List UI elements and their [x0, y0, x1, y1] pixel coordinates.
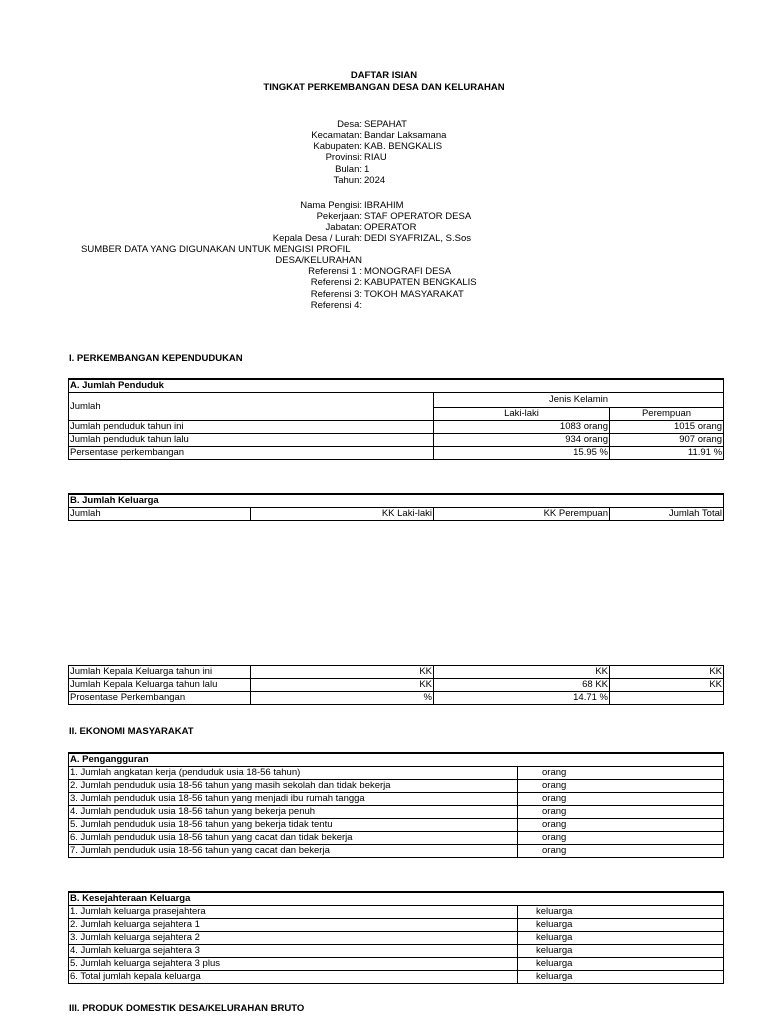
table-row	[69, 447, 724, 460]
table-row	[69, 692, 724, 705]
column-header-jumlah: Jumlah	[69, 508, 251, 521]
meta-row-nama-pengisi: Nama Pengisi: IBRAHIM	[300, 200, 404, 211]
table-title-row	[69, 494, 724, 508]
table-jumlah-keluarga-body	[68, 665, 724, 705]
cell-kk-laki-laki: %	[251, 692, 434, 705]
row-label: Jumlah Kepala Keluarga tahun lalu	[69, 679, 251, 692]
table-row	[69, 945, 724, 958]
meta-row-referensi-3: Referensi 3: TOKOH MASYARAKAT	[310, 289, 464, 300]
table-row	[69, 806, 724, 819]
table-row	[69, 932, 724, 945]
row-label: 5. Jumlah penduduk usia 18-56 tahun yang bekerja tidak tentu	[69, 819, 518, 832]
row-label: Jumlah penduduk tahun ini	[69, 421, 434, 434]
row-label: 6. Total jumlah kepala keluarga	[69, 971, 518, 984]
meta-row-tahun: Tahun: 2024	[333, 175, 386, 186]
meta-row-referensi-4: Referensi 4:	[310, 300, 362, 311]
cell-kk-perempuan: 68 KK	[434, 679, 610, 692]
cell-perempuan: 11.91 %	[610, 447, 724, 460]
cell-jumlah-total: KK	[610, 666, 724, 679]
column-header-jumlah-total: Jumlah Total	[610, 508, 724, 521]
table-pengangguran	[68, 752, 724, 858]
table-jumlah-penduduk	[68, 378, 724, 460]
cell-unit: keluarga	[518, 971, 724, 984]
meta-row-bulan: Bulan: 1	[335, 164, 370, 175]
table-row	[69, 845, 724, 858]
column-header-perempuan: Perempuan	[610, 408, 724, 421]
cell-unit: keluarga	[518, 932, 724, 945]
row-label: 1. Jumlah keluarga prasejahtera	[69, 906, 518, 919]
row-label: 2. Jumlah penduduk usia 18-56 tahun yang masih sekolah dan tidak bekerja	[69, 780, 518, 793]
meta-row-desa: Desa: SEPAHAT	[337, 119, 407, 130]
cell-unit: orang	[518, 793, 724, 806]
cell-kk-perempuan: 14.71 %	[434, 692, 610, 705]
cell-unit: orang	[518, 806, 724, 819]
document-subtitle: TINGKAT PERKEMBANGAN DESA DAN KELURAHAN	[263, 82, 505, 93]
cell-kk-laki-laki: KK	[251, 666, 434, 679]
row-label: 7. Jumlah penduduk usia 18-56 tahun yang cacat dan bekerja	[69, 845, 518, 858]
table-header-row	[69, 393, 724, 408]
table-kesejahteraan-keluarga	[68, 891, 724, 984]
cell-unit: orang	[518, 845, 724, 858]
cell-kk-laki-laki: KK	[251, 679, 434, 692]
row-label: Persentase perkembangan	[69, 447, 434, 460]
table-row	[69, 906, 724, 919]
table-row	[69, 919, 724, 932]
section-heading-kependudukan: I. PERKEMBANGAN KEPENDUDUKAN	[69, 353, 243, 364]
meta-row-referensi-1: Referensi 1 : MONOGRAFI DESA	[308, 266, 452, 277]
column-header-jumlah: Jumlah	[69, 393, 434, 421]
table-title: B. Kesejahteraan Keluarga	[69, 892, 724, 906]
row-label: Jumlah Kepala Keluarga tahun ini	[69, 666, 251, 679]
column-header-jenis-kelamin: Jenis Kelamin	[434, 393, 724, 408]
table-row	[69, 434, 724, 447]
table-title-row	[69, 379, 724, 393]
row-label: Jumlah penduduk tahun lalu	[69, 434, 434, 447]
row-label: 2. Jumlah keluarga sejahtera 1	[69, 919, 518, 932]
meta-row-kecamatan: Kecamatan: Bandar Laksamana	[311, 130, 447, 141]
cell-unit: keluarga	[518, 958, 724, 971]
meta-row-referensi-2: Referensi 2: KABUPATEN BENGKALIS	[310, 277, 477, 288]
table-title-row	[69, 753, 724, 767]
cell-perempuan: 907 orang	[610, 434, 724, 447]
section-heading-pdb: III. PRODUK DOMESTIK DESA/KELURAHAN BRUTO	[69, 1003, 305, 1014]
cell-kk-perempuan: KK	[434, 666, 610, 679]
table-row	[69, 666, 724, 679]
table-row	[69, 793, 724, 806]
row-label: 1. Jumlah angkatan kerja (penduduk usia 18-56 tahun)	[69, 767, 518, 780]
meta-row-kepala-desa: Kepala Desa / Lurah: DEDI SYAFRIZAL, S.Sos	[272, 233, 471, 244]
row-label: 3. Jumlah penduduk usia 18-56 tahun yang menjadi ibu rumah tangga	[69, 793, 518, 806]
cell-unit: keluarga	[518, 919, 724, 932]
table-jumlah-keluarga-header	[68, 493, 724, 521]
cell-jumlah-total: KK	[610, 679, 724, 692]
table-title: A. Pengangguran	[69, 753, 724, 767]
column-header-kk-perempuan: KK Perempuan	[434, 508, 610, 521]
table-row	[69, 832, 724, 845]
table-row	[69, 780, 724, 793]
cell-laki-laki: 934 orang	[434, 434, 610, 447]
meta-row-jabatan: Jabatan: OPERATOR	[325, 222, 417, 233]
table-row	[69, 679, 724, 692]
cell-unit: orang	[518, 832, 724, 845]
document-title: DAFTAR ISIAN	[350, 70, 418, 81]
row-label: 6. Jumlah penduduk usia 18-56 tahun yang cacat dan tidak bekerja	[69, 832, 518, 845]
table-row	[69, 958, 724, 971]
cell-laki-laki: 15.95 %	[434, 447, 610, 460]
cell-perempuan: 1015 orang	[610, 421, 724, 434]
cell-laki-laki: 1083 orang	[434, 421, 610, 434]
meta-row-provinsi: Provinsi: RIAU	[325, 152, 387, 163]
table-title: B. Jumlah Keluarga	[69, 494, 724, 508]
sumber-data-label: SUMBER DATA YANG DIGUNAKAN UNTUK MENGISI PROFIL	[81, 244, 351, 255]
table-row	[69, 421, 724, 434]
cell-unit: keluarga	[518, 945, 724, 958]
row-label: 5. Jumlah keluarga sejahtera 3 plus	[69, 958, 518, 971]
table-row	[69, 971, 724, 984]
table-title: A. Jumlah Penduduk	[69, 379, 724, 393]
column-header-kk-laki-laki: KK Laki-laki	[251, 508, 434, 521]
meta-row-pekerjaan: Pekerjaan: STAF OPERATOR DESA	[316, 211, 472, 222]
section-heading-ekonomi: II. EKONOMI MASYARAKAT	[69, 726, 194, 737]
column-header-laki-laki: Laki-laki	[434, 408, 610, 421]
sumber-data-label-cont: DESA/KELURAHAN	[275, 255, 362, 266]
cell-unit: orang	[518, 767, 724, 780]
table-row	[69, 767, 724, 780]
cell-unit: orang	[518, 819, 724, 832]
cell-unit: keluarga	[518, 906, 724, 919]
row-label: Prosentase Perkembangan	[69, 692, 251, 705]
row-label: 4. Jumlah keluarga sejahtera 3	[69, 945, 518, 958]
cell-jumlah-total	[610, 692, 724, 705]
table-header-row	[69, 508, 724, 521]
meta-row-kabupaten: Kabupaten: KAB. BENGKALIS	[313, 141, 443, 152]
table-row	[69, 819, 724, 832]
cell-unit: orang	[518, 780, 724, 793]
table-title-row	[69, 892, 724, 906]
row-label: 4. Jumlah penduduk usia 18-56 tahun yang bekerja penuh	[69, 806, 518, 819]
row-label: 3. Jumlah keluarga sejahtera 2	[69, 932, 518, 945]
